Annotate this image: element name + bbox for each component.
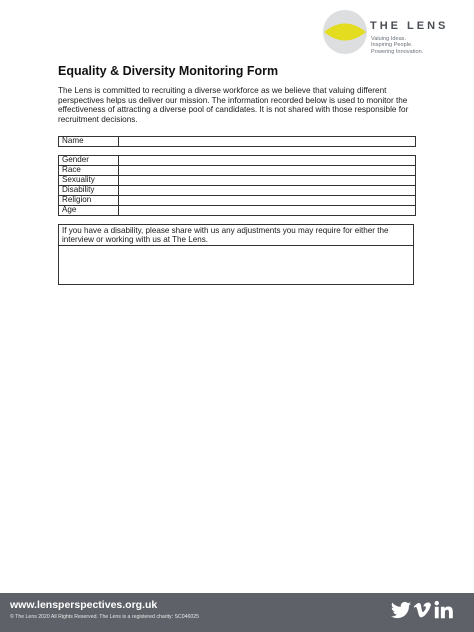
religion-label: Religion bbox=[59, 196, 119, 206]
website-link[interactable]: www.lensperspectives.org.uk bbox=[10, 599, 158, 611]
age-field[interactable] bbox=[119, 206, 416, 216]
tagline-line: Inspiring People. bbox=[371, 42, 413, 49]
brand-tagline bbox=[371, 36, 423, 55]
vimeo-icon[interactable] bbox=[412, 598, 432, 622]
sexuality-field[interactable] bbox=[119, 176, 416, 186]
table-row bbox=[59, 176, 416, 186]
intro-paragraph: The Lens is committed to recruiting a diverse workforce as we believe that valuing different perspectives helps us deliver our mission. The information recorded below is used to monitor the effectiveness of attracting a diverse pool of candidates. It is not shared with those responsible for recruitment decisions. bbox=[58, 86, 409, 124]
brand-name: THE LENS bbox=[370, 20, 449, 32]
race-field[interactable] bbox=[119, 166, 416, 176]
table-row bbox=[59, 186, 416, 196]
religion-field[interactable] bbox=[119, 196, 416, 206]
table-row bbox=[59, 196, 416, 206]
linkedin-icon[interactable] bbox=[433, 598, 455, 622]
page-title: Equality & Diversity Monitoring Form bbox=[58, 64, 279, 78]
disability-field[interactable] bbox=[119, 186, 416, 196]
table-row bbox=[59, 137, 416, 147]
tagline-line: Powering Innovation. bbox=[371, 48, 424, 55]
demographics-table bbox=[58, 155, 416, 216]
table-row bbox=[59, 166, 416, 176]
lens-logo-icon bbox=[322, 9, 368, 55]
name-table bbox=[58, 136, 416, 147]
race-label: Race bbox=[59, 166, 119, 176]
disability-question: If you have a disability, please share with us any adjustments you may require for either the interview or working with us at The Lens. bbox=[59, 225, 413, 246]
footer-bar bbox=[0, 593, 474, 632]
name-field[interactable] bbox=[119, 137, 416, 147]
adjustments-answer-area[interactable] bbox=[59, 246, 413, 284]
gender-label: Gender bbox=[59, 156, 119, 166]
twitter-icon[interactable] bbox=[390, 598, 412, 622]
age-label: Age bbox=[59, 206, 119, 216]
table-row bbox=[59, 156, 416, 166]
copyright-text: © The Lens 2020 All Rights Reserved. The Lens is a registered charity: SC046025 bbox=[10, 614, 200, 620]
table-row bbox=[59, 206, 416, 216]
tagline-line: Valuing Ideas. bbox=[371, 36, 407, 42]
name-label: Name bbox=[59, 137, 119, 147]
disability-adjustments-box bbox=[58, 224, 414, 285]
the-lens-logo bbox=[322, 9, 470, 55]
sexuality-label: Sexuality bbox=[59, 176, 119, 186]
gender-field[interactable] bbox=[119, 156, 416, 166]
disability-label: Disability bbox=[59, 186, 119, 196]
